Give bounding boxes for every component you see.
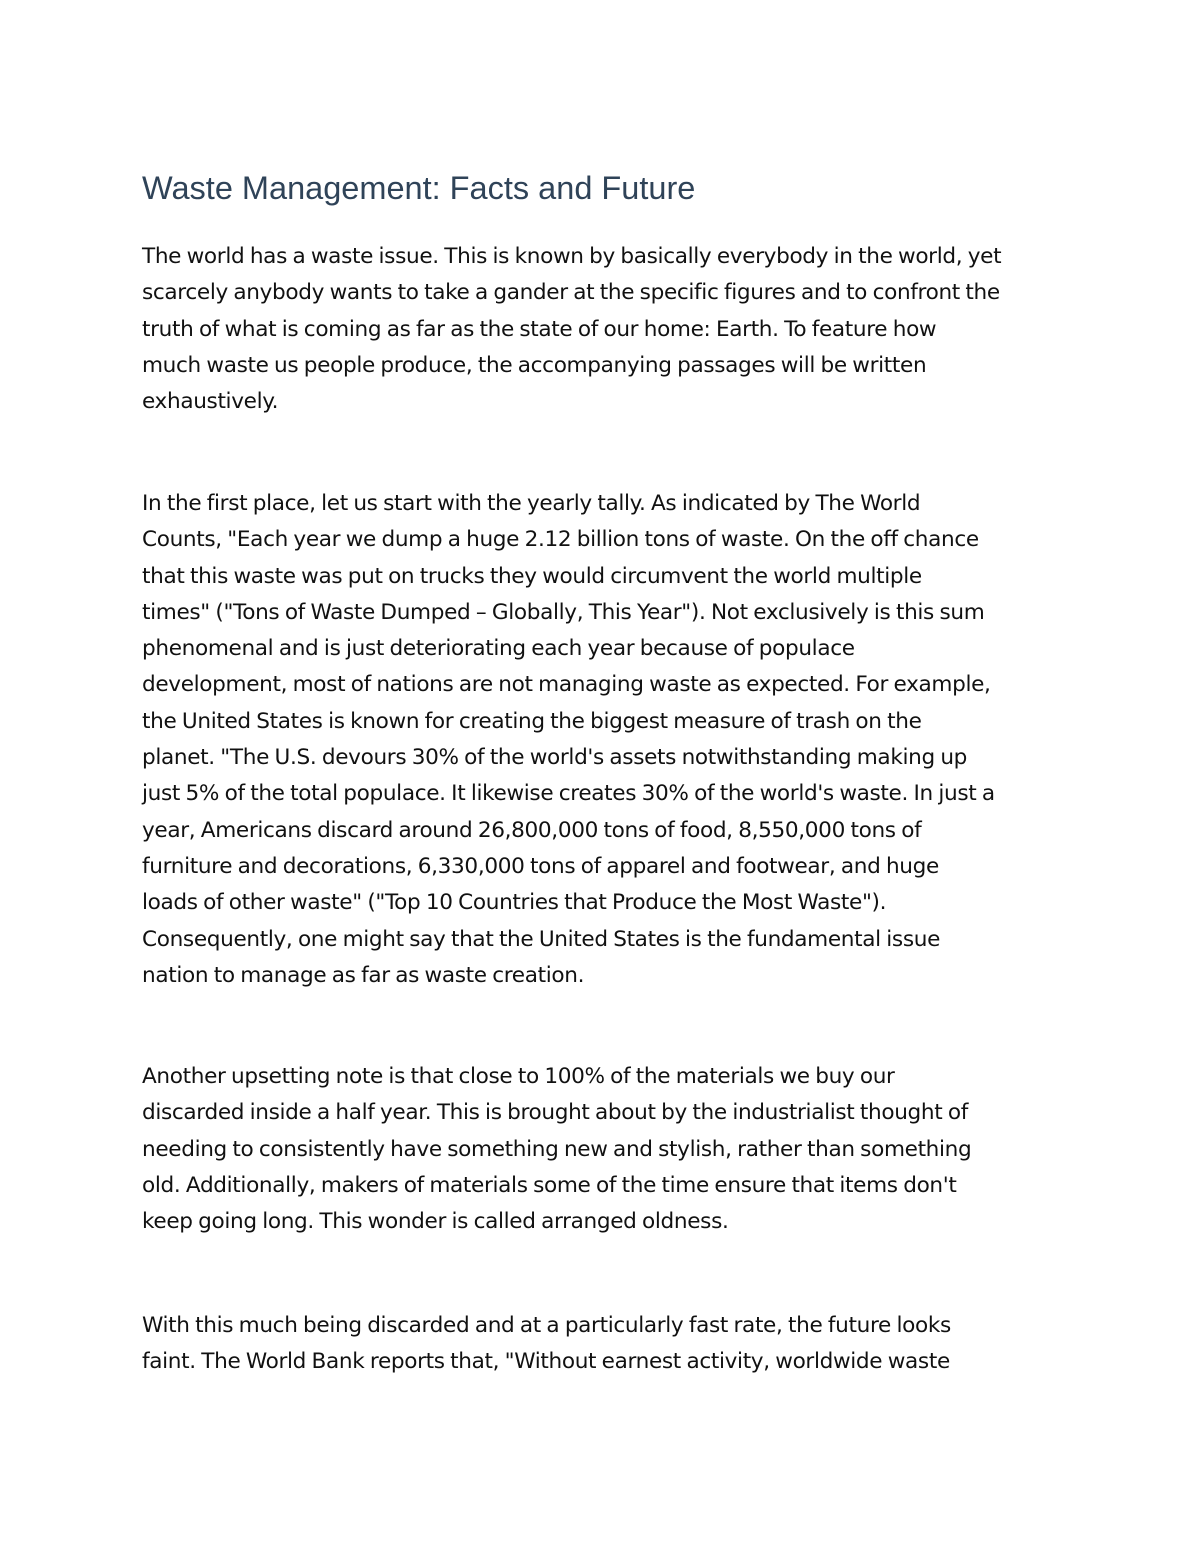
text-line: old. Additionally, makers of materials some of the time ensure that items don't (142, 1172, 957, 1198)
paragraph-1 (142, 239, 1072, 420)
text-line: planet. "The U.S. devours 30% of the world's assets notwithstanding making up (142, 745, 968, 771)
text-line: keep going long. This wonder is called arranged oldness. (142, 1209, 729, 1235)
text-line: In the first place, let us start with the yearly tally. As indicated by The World (142, 491, 921, 516)
text-line: the United States is known for creating the biggest measure of trash on the (142, 708, 922, 734)
paragraph-4 (142, 1308, 1072, 1381)
document-title: Waste Management: Facts and Future (142, 170, 696, 206)
text-line: times" ("Tons of Waste Dumped – Globally, This Year"). Not exclusively is this sum (142, 599, 985, 625)
text-line: nation to manage as far as waste creation. (142, 962, 585, 988)
text-line: Another upsetting note is that close to 100% of the materials we buy our (142, 1064, 895, 1089)
text-line: year, Americans discard around 26,800,000 tons of food, 8,550,000 tons of (142, 817, 922, 843)
text-line: phenomenal and is just deteriorating each year because of populace (142, 636, 855, 662)
text-line: just 5% of the total populace. It likewise creates 30% of the world's waste. In just a (142, 781, 995, 807)
text-line: scarcely anybody wants to take a gander at the specific figures and to confront the (142, 280, 1000, 306)
paragraph-2 (142, 486, 1072, 994)
text-line: much waste us people produce, the accompanying passages will be written (142, 352, 927, 378)
paragraph-3 (142, 1059, 1072, 1240)
text-line: truth of what is coming as far as the state of our home: Earth. To feature how (142, 316, 937, 342)
text-line: development, most of nations are not managing waste as expected. For example, (142, 672, 991, 698)
text-line: With this much being discarded and at a particularly fast rate, the future looks (142, 1313, 951, 1338)
text-line: loads of other waste" ("Top 10 Countries that Produce the Most Waste"). (142, 890, 887, 916)
text-line: exhaustively. (142, 389, 279, 415)
text-line: discarded inside a half year. This is brought about by the industrialist thought of (142, 1100, 968, 1126)
text-line: faint. The World Bank reports that, "Without earnest activity, worldwide waste (142, 1349, 950, 1375)
text-line: Consequently, one might say that the United States is the fundamental issue (142, 926, 941, 952)
text-line: The world has a waste issue. This is known by basically everybody in the world, yet (142, 244, 1002, 269)
text-line: needing to consistently have something new and stylish, rather than something (142, 1136, 972, 1162)
text-line: Counts, "Each year we dump a huge 2.12 billion tons of waste. On the off chance (142, 527, 979, 553)
text-line: that this waste was put on trucks they would circumvent the world multiple (142, 563, 922, 589)
text-line: furniture and decorations, 6,330,000 tons of apparel and footwear, and huge (142, 853, 939, 879)
